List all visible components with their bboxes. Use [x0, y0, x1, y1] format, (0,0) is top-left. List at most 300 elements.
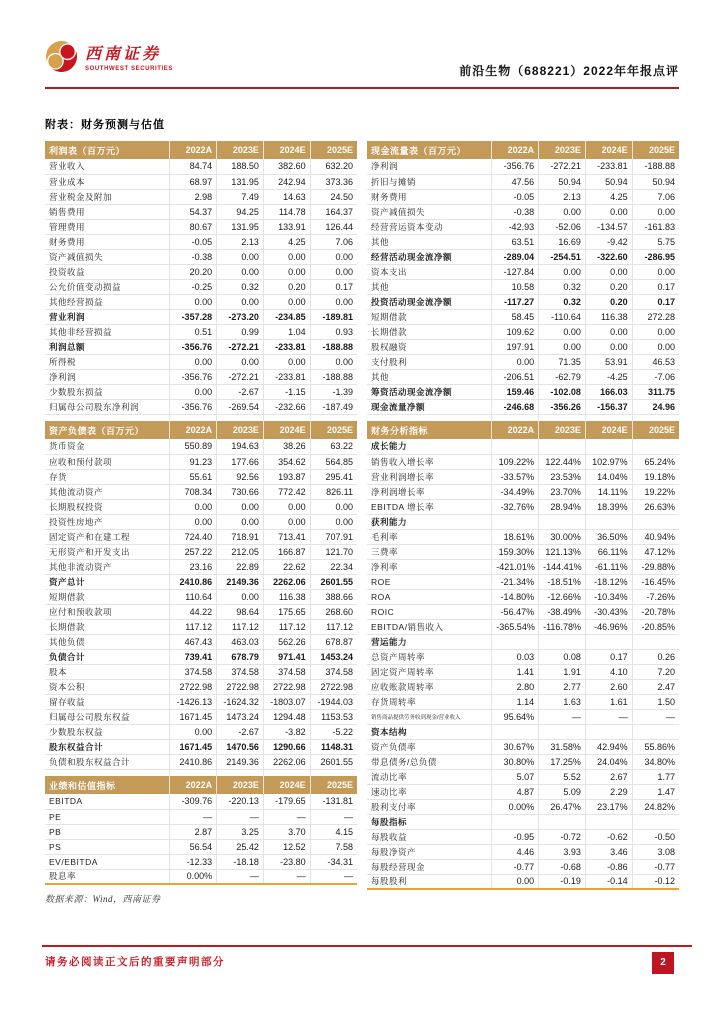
- cell: —: [539, 709, 586, 724]
- cell: 0.00: [170, 514, 217, 529]
- table-row: [367, 529, 679, 544]
- cell: -1.39: [310, 384, 357, 399]
- cell: 164.37: [310, 204, 357, 219]
- cell: 0.00: [632, 264, 679, 279]
- column-header: 2025E: [310, 141, 357, 159]
- row-label: 折旧与摊销: [367, 174, 492, 189]
- cell: 24.50: [310, 189, 357, 204]
- table-row: [45, 454, 357, 469]
- table-row: [45, 234, 357, 249]
- column-header: 2024E: [263, 421, 310, 439]
- cell: 58.45: [492, 309, 539, 324]
- cell: 0.17: [310, 279, 357, 294]
- row-label: ROIC: [367, 604, 492, 619]
- cell: 44.22: [170, 604, 217, 619]
- cell: 2.77: [539, 679, 586, 694]
- cell: 0.00: [585, 204, 632, 219]
- cell: 193.87: [263, 469, 310, 484]
- cell: 0.00: [217, 499, 264, 514]
- cell: 311.75: [632, 384, 679, 399]
- cell: 159.30%: [492, 544, 539, 559]
- table-row: [45, 369, 357, 384]
- row-label: 公允价值变动损益: [45, 279, 170, 294]
- row-label: 投资收益: [45, 264, 170, 279]
- cell: 7.49: [217, 189, 264, 204]
- cell: -356.76: [492, 159, 539, 174]
- cell: 3.46: [585, 844, 632, 859]
- section-row: [367, 814, 679, 829]
- cell: 117.12: [263, 619, 310, 634]
- cell: 0.00: [217, 589, 264, 604]
- cell: 0.20: [585, 294, 632, 309]
- cell: 0.00: [310, 354, 357, 369]
- table-row: [45, 339, 357, 354]
- cell: 2.13: [539, 189, 586, 204]
- report-title: 前沿生物（688221）2022年年报点评: [459, 64, 679, 78]
- table-row: [367, 294, 679, 309]
- cell: -232.66: [263, 399, 310, 414]
- cell: 4.15: [310, 824, 357, 839]
- cell: 30.67%: [492, 739, 539, 754]
- cell: 0.00: [585, 264, 632, 279]
- balance-sheet-table-host: [45, 421, 357, 776]
- cell: 1.50: [632, 694, 679, 709]
- row-label: 归属母公司股东净利润: [45, 399, 170, 414]
- cell: -0.68: [539, 859, 586, 874]
- cell: [263, 414, 310, 421]
- cell: 382.60: [263, 159, 310, 174]
- cell: 0.00: [539, 204, 586, 219]
- cell: 26.47%: [539, 799, 586, 814]
- row-label: 每股收益: [367, 829, 492, 844]
- row-label: 净利润: [45, 369, 170, 384]
- cell: 23.70%: [539, 484, 586, 499]
- cell: 2.29: [585, 784, 632, 799]
- table-row: [367, 604, 679, 619]
- table-row: [367, 469, 679, 484]
- cell: —: [217, 869, 264, 884]
- column-header: 2022A: [170, 776, 217, 794]
- row-label: 销售费用: [45, 204, 170, 219]
- table-row: [45, 499, 357, 514]
- row-label: 存货周转率: [367, 694, 492, 709]
- cell: 2722.98: [217, 679, 264, 694]
- table-row: [45, 189, 357, 204]
- cell: -12.33: [170, 854, 217, 869]
- row-label: 营业税金及附加: [45, 189, 170, 204]
- cell: -272.21: [217, 339, 264, 354]
- column-header: 2023E: [539, 141, 586, 159]
- balance_sheet-table: [45, 421, 357, 776]
- section-row: [367, 724, 679, 739]
- row-label: EBITDA: [49, 796, 83, 807]
- cell: 23.16: [170, 559, 217, 574]
- cell: 166.87: [263, 544, 310, 559]
- table-row: [45, 219, 357, 234]
- row-label: 营业成本: [45, 174, 170, 189]
- table-row: [45, 694, 357, 709]
- cell: -62.79: [539, 369, 586, 384]
- cell: -309.76: [170, 794, 217, 809]
- table-row: [367, 484, 679, 499]
- cell: 3.08: [632, 844, 679, 859]
- brand-logo: [45, 40, 173, 78]
- cell: 166.03: [585, 384, 632, 399]
- cell: 116.38: [263, 589, 310, 604]
- cell: -356.76: [170, 369, 217, 384]
- row-label: 速动比率: [367, 784, 492, 799]
- cell: 0.51: [170, 324, 217, 339]
- cell: 2.87: [170, 824, 217, 839]
- cell: 121.70: [310, 544, 357, 559]
- cell: 2722.98: [170, 679, 217, 694]
- cell: -117.27: [492, 294, 539, 309]
- row-label: 资本支出: [367, 264, 492, 279]
- income-statement-table-host: [45, 141, 357, 421]
- cell: 724.40: [170, 529, 217, 544]
- cell: -246.68: [492, 399, 539, 414]
- column-header: 2024E: [585, 141, 632, 159]
- row-label: 带息债务/总负债: [367, 754, 492, 769]
- cell: 65.24%: [632, 454, 679, 469]
- table-row: [45, 869, 357, 884]
- table-row: [45, 324, 357, 339]
- table-row: [367, 384, 679, 399]
- cell: 1.47: [632, 784, 679, 799]
- cell: 109.62: [492, 324, 539, 339]
- cell: 0.00: [310, 249, 357, 264]
- cell: [539, 724, 586, 739]
- cell: 4.87: [492, 784, 539, 799]
- row-label: 短期借款: [45, 589, 170, 604]
- cell: 117.12: [170, 619, 217, 634]
- table-row: [45, 574, 357, 589]
- table-row: [45, 679, 357, 694]
- cell: 0.00: [263, 354, 310, 369]
- table-row: [367, 874, 679, 889]
- cell: 98.64: [217, 604, 264, 619]
- table-row: [367, 499, 679, 514]
- cell: [217, 414, 264, 421]
- cell: —: [310, 809, 357, 824]
- cell: [632, 414, 679, 421]
- table-title: 现金流量表（百万元）: [367, 141, 492, 159]
- cell: -29.88%: [632, 559, 679, 574]
- cell: -110.64: [539, 309, 586, 324]
- table-title: 利润表（百万元）: [45, 141, 170, 159]
- column-header: 2023E: [217, 141, 264, 159]
- cell: 133.91: [263, 219, 310, 234]
- cell: [310, 769, 357, 776]
- row-label: 资产总计: [45, 574, 170, 589]
- table-row: [367, 694, 679, 709]
- table-row: [367, 574, 679, 589]
- row-label: EBITDA 增长率: [367, 499, 492, 514]
- cell: 0.93: [310, 324, 357, 339]
- cell: 46.53: [632, 354, 679, 369]
- source-note: 数据来源：Wind，西南证券: [45, 894, 161, 904]
- cell: 42.94%: [585, 739, 632, 754]
- cell: -0.50: [632, 829, 679, 844]
- table-title: 资产负债表（百万元）: [45, 421, 170, 439]
- cell: —: [632, 709, 679, 724]
- cell: [539, 439, 586, 454]
- cell: -4.25: [585, 369, 632, 384]
- cell: 16.69: [539, 234, 586, 249]
- cell: 116.38: [585, 309, 632, 324]
- cell: 114.78: [263, 204, 310, 219]
- cell: 30.80%: [492, 754, 539, 769]
- row-label: 销售收入增长率: [367, 454, 492, 469]
- row-label: 资产负债率: [367, 739, 492, 754]
- row-label: 其他负债: [45, 634, 170, 649]
- cash_flow-table: [367, 141, 679, 421]
- cell: 23.17%: [585, 799, 632, 814]
- cell: 91.23: [170, 454, 217, 469]
- cell: 34.80%: [632, 754, 679, 769]
- cell: 30.00%: [539, 529, 586, 544]
- cell: 2.67: [585, 769, 632, 784]
- cell: 24.82%: [632, 799, 679, 814]
- cell: —: [310, 869, 357, 884]
- row-label: 总资产周转率: [367, 649, 492, 664]
- cell: 0.00: [170, 384, 217, 399]
- cell: 0.99: [217, 324, 264, 339]
- cell: 374.58: [170, 664, 217, 679]
- cell: [492, 514, 539, 529]
- cell: 257.22: [170, 544, 217, 559]
- cell: 1153.53: [310, 709, 357, 724]
- cell: 2262.06: [263, 574, 310, 589]
- cell: -34.31: [310, 854, 357, 869]
- row-label: 每股净资产: [367, 844, 492, 859]
- cell: 0.00%: [492, 799, 539, 814]
- cell: 708.34: [170, 484, 217, 499]
- table-row: [45, 709, 357, 724]
- cell: 0.00: [263, 514, 310, 529]
- row-label: 其他: [367, 234, 492, 249]
- cell: 117.12: [217, 619, 264, 634]
- row-label: ROE: [367, 574, 492, 589]
- cell: -187.49: [310, 399, 357, 414]
- cell: 4.46: [492, 844, 539, 859]
- table-row: [367, 234, 679, 249]
- cell: 354.62: [263, 454, 310, 469]
- cell: -421.01%: [492, 559, 539, 574]
- cell: -356.76: [170, 339, 217, 354]
- cell: 2149.36: [217, 754, 264, 769]
- income_statement-table: [45, 141, 357, 421]
- cell: [539, 514, 586, 529]
- cell: 272.28: [632, 309, 679, 324]
- cell: 4.10: [585, 664, 632, 679]
- row-label: 营业利润增长率: [367, 469, 492, 484]
- cell: 18.61%: [492, 529, 539, 544]
- cell: 564.85: [310, 454, 357, 469]
- table-row: [367, 399, 679, 414]
- table-row: [367, 739, 679, 754]
- row-label: 留存收益: [45, 694, 170, 709]
- cell: -102.08: [539, 384, 586, 399]
- header-divider: [45, 87, 679, 89]
- cell: 188.50: [217, 159, 264, 174]
- cell: -144.41%: [539, 559, 586, 574]
- cell: 40.94%: [632, 529, 679, 544]
- cell: 22.34: [310, 559, 357, 574]
- left-column: [45, 141, 357, 905]
- cell: 2.47: [632, 679, 679, 694]
- cell: 109.22%: [492, 454, 539, 469]
- cell: -10.34%: [585, 589, 632, 604]
- cell: 23.53%: [539, 469, 586, 484]
- table-row: [45, 174, 357, 189]
- cell: 0.00: [217, 294, 264, 309]
- row-label: 股利支付率: [367, 799, 492, 814]
- cell: 0.00: [310, 499, 357, 514]
- row-label: 净利率: [367, 559, 492, 574]
- cell: 63.22: [310, 439, 357, 454]
- page-number-badge: 2: [652, 952, 674, 974]
- cell: -289.04: [492, 249, 539, 264]
- cell: 159.46: [492, 384, 539, 399]
- footer-disclaimer: 请务必阅读正文后的重要声明部分: [45, 956, 225, 968]
- cell: -269.54: [217, 399, 264, 414]
- cell: -32.76%: [492, 499, 539, 514]
- cell: -1944.03: [310, 694, 357, 709]
- cell: 122.44%: [539, 454, 586, 469]
- row-label: 股东权益合计: [45, 739, 170, 754]
- table-row: [367, 189, 679, 204]
- row-label: 资本结构: [367, 724, 492, 739]
- row-label: 固定资产周转率: [367, 664, 492, 679]
- cell: 713.41: [263, 529, 310, 544]
- cell: 2.98: [170, 189, 217, 204]
- cell: 826.11: [310, 484, 357, 499]
- cell: -52.06: [539, 219, 586, 234]
- row-label: 资产减值损失: [367, 204, 492, 219]
- cell: -2.67: [217, 724, 264, 739]
- table-row: [367, 709, 679, 724]
- spacer-row: [367, 414, 679, 421]
- cell: -9.42: [585, 234, 632, 249]
- cell: 55.61: [170, 469, 217, 484]
- cell: 12.52: [263, 839, 310, 854]
- table-row: [45, 754, 357, 769]
- cell: 2410.86: [170, 754, 217, 769]
- table-row: [45, 559, 357, 574]
- table-header-row: [45, 421, 357, 439]
- column-header: 2025E: [632, 421, 679, 439]
- table-title: 财务分析指标: [367, 421, 492, 439]
- cell: 0.00: [170, 294, 217, 309]
- cell: 678.79: [217, 649, 264, 664]
- valuation-table-host: [45, 776, 357, 885]
- cell: —: [263, 809, 310, 824]
- table-header-row: [45, 776, 357, 794]
- cell: -134.57: [585, 219, 632, 234]
- table-row: [367, 679, 679, 694]
- cell: 95.64%: [492, 709, 539, 724]
- cell: 177.66: [217, 454, 264, 469]
- cell: 1671.45: [170, 739, 217, 754]
- row-label: 长期股权投资: [45, 499, 170, 514]
- cell: 0.00: [217, 264, 264, 279]
- cell: -12.66%: [539, 589, 586, 604]
- cell: 0.00: [585, 339, 632, 354]
- row-label: 每股指标: [367, 814, 492, 829]
- cell: 31.58%: [539, 739, 586, 754]
- cell: 0.00: [585, 324, 632, 339]
- table-row: [45, 514, 357, 529]
- row-label: 毛利率: [367, 529, 492, 544]
- table-header-row: [45, 141, 357, 159]
- column-header: 2023E: [217, 421, 264, 439]
- cell: 374.58: [217, 664, 264, 679]
- cell: 4.25: [263, 234, 310, 249]
- cell: -20.78%: [632, 604, 679, 619]
- table-row: [45, 384, 357, 399]
- row-label: 应付和预收款项: [45, 604, 170, 619]
- cell: -188.88: [310, 339, 357, 354]
- cell: -188.88: [310, 369, 357, 384]
- cell: 1148.31: [310, 739, 357, 754]
- cell: 14.11%: [585, 484, 632, 499]
- table-row: [367, 799, 679, 814]
- cell: -0.14: [585, 874, 632, 889]
- brand-name-cn: 西南证券: [85, 45, 162, 63]
- cell: 5.09: [539, 784, 586, 799]
- row-label: 投资活动现金流净额: [367, 294, 492, 309]
- row-label: 所得税: [45, 354, 170, 369]
- row-label: PE: [45, 809, 170, 824]
- row-label: 无形资产和开发支出: [45, 544, 170, 559]
- cell: 707.91: [310, 529, 357, 544]
- cell: -30.43%: [585, 604, 632, 619]
- cell: -116.78%: [539, 619, 586, 634]
- table-row: [45, 484, 357, 499]
- cell: -7.06: [632, 369, 679, 384]
- table-row: [45, 664, 357, 679]
- cell: -272.21: [217, 369, 264, 384]
- table-row: [367, 754, 679, 769]
- table-row: [45, 604, 357, 619]
- cell: 0.00: [310, 294, 357, 309]
- cell: 632.20: [310, 159, 357, 174]
- table-row: [45, 279, 357, 294]
- row-label: 短期借款: [367, 309, 492, 324]
- cell: 1.04: [263, 324, 310, 339]
- cell: -5.22: [310, 724, 357, 739]
- cell: -0.19: [539, 874, 586, 889]
- cell: 2149.36: [217, 574, 264, 589]
- table-row: [367, 309, 679, 324]
- table-row: [367, 264, 679, 279]
- table-row: [45, 809, 357, 824]
- cell: —: [170, 809, 217, 824]
- cell: 19.22%: [632, 484, 679, 499]
- row-label: 投资性房地产: [45, 514, 170, 529]
- cell: -46.96%: [585, 619, 632, 634]
- cell: -42.93: [492, 219, 539, 234]
- row-label: 资产减值损失: [45, 249, 170, 264]
- cell: 0.00: [217, 354, 264, 369]
- cell: 28.94%: [539, 499, 586, 514]
- row-label: 每股股利: [367, 874, 492, 889]
- cell: 0.26: [632, 649, 679, 664]
- table-row: [367, 589, 679, 604]
- table-row: [367, 204, 679, 219]
- financial_indicators-table: [367, 421, 679, 890]
